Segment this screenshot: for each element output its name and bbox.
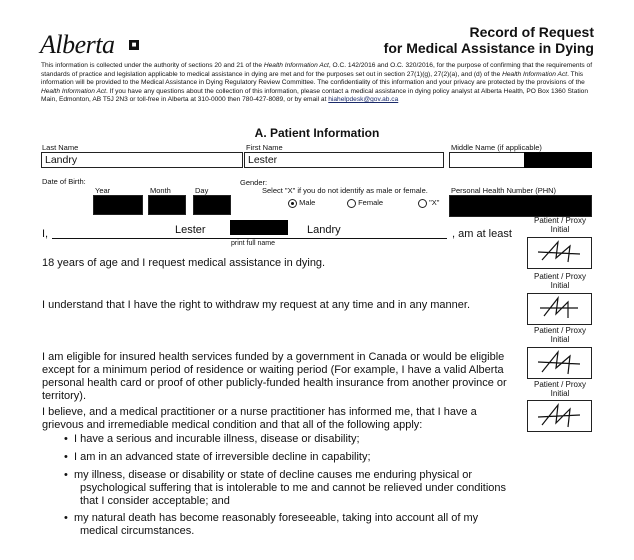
eligibility-statement: I am eligible for insured health services funded by a government in Canada or would be eligible except for a minimum period of residence or waiting period (For example, I have a valid Alberta personal health card or proof of other publicly-funded health insurance from another province or territory). bbox=[42, 351, 507, 402]
gender-option-x[interactable]: "X" bbox=[418, 198, 439, 208]
email-link[interactable]: hiahelpdesk@gov.ab.ca bbox=[328, 96, 399, 104]
declaration-last-name: Landry bbox=[307, 224, 341, 236]
condition-item-1: • I have a serious and incurable illness, disease or disability; bbox=[64, 433, 360, 445]
intro-paragraph: This information is collected under the authority of sections 20 and 21 of the Health Information Act, O.C. 142/2016 and O.C. 320/2016, for the purpose of confirming that the requirements of standards of practice and legislation applicable to medical assistance in dying are met and for the purposes set out in section 27(1)(g), 27(2)(a), and (d) of the Health Information Act. This information will be provided to the Medical Assistance in Dying Regulatory Review Committee. The confidentiality of this information and your privacy are protected by the provisions of the Health Information Act. If you have any questions about the collection of this information, please contact a medical assistance in dying policy analyst at Alberta Health, PO Box 1360 Station Main, Edmonton, AB T5J 2N3 or toll-free in Alberta at 310-0000 then 780-427-8089, or by email at hiahelpdesk@gov.ab.ca bbox=[41, 62, 593, 104]
gender-hint: Select "X" if you do not identify as male or female. bbox=[262, 186, 428, 195]
condition-item-3: • my illness, disease or disability or state of decline causes me enduring physical or psychological suffering that is intolerable to me and cannot be relieved under conditions that I consider acceptable; and bbox=[64, 469, 507, 507]
withdraw-statement: I understand that I have the right to withdraw my request at any time and in any manner. bbox=[42, 299, 471, 311]
gender-label: Gender: bbox=[240, 178, 268, 187]
print-full-name-label: print full name bbox=[231, 240, 275, 247]
phn-label: Personal Health Number (PHN) bbox=[451, 186, 557, 195]
form-title-line1: Record of Request bbox=[469, 24, 594, 40]
middle-name-redaction bbox=[524, 152, 592, 168]
initial-header-1: Patient / Proxy Initial bbox=[533, 216, 587, 234]
section-title: A. Patient Information bbox=[254, 126, 380, 140]
alberta-logo: Alberta bbox=[40, 30, 115, 59]
first-name-label: First Name bbox=[246, 143, 283, 152]
declaration-suffix: , am at least bbox=[452, 228, 512, 240]
phn-field[interactable] bbox=[449, 195, 592, 217]
initial-scribble-icon bbox=[528, 294, 591, 324]
gender-option-male[interactable]: Male bbox=[288, 198, 315, 208]
condition-item-2: • I am in an advanced state of irreversible decline in capability; bbox=[64, 451, 371, 463]
declaration-first-name: Lester bbox=[175, 224, 206, 236]
dob-year-field[interactable] bbox=[93, 195, 143, 215]
form-title-line2: for Medical Assistance in Dying bbox=[383, 40, 594, 56]
initial-header-3: Patient / Proxy Initial bbox=[533, 326, 587, 344]
first-name-field[interactable]: Lester bbox=[244, 152, 444, 168]
middle-name-label: Middle Name (if applicable) bbox=[451, 143, 542, 152]
initial-box-3[interactable] bbox=[527, 347, 592, 379]
informed-statement: I believe, and a medical practitioner or a nurse practitioner has informed me, that I have a grievous and irremediable medical condition and that all of the following apply: bbox=[42, 406, 477, 431]
alberta-logo-mark-icon: ■ bbox=[129, 40, 139, 50]
dob-day-field[interactable] bbox=[193, 195, 231, 215]
initial-scribble-icon bbox=[528, 401, 591, 431]
female-radio[interactable] bbox=[347, 199, 356, 208]
initial-scribble-icon bbox=[528, 348, 591, 378]
initial-box-1[interactable] bbox=[527, 237, 592, 269]
gender-option-female[interactable]: Female bbox=[347, 198, 383, 208]
name-underline bbox=[52, 238, 447, 239]
x-radio[interactable] bbox=[418, 199, 427, 208]
condition-item-4: • my natural death has become reasonably foreseeable, taking into account all of my medical circumstances. bbox=[64, 512, 479, 537]
initial-box-2[interactable] bbox=[527, 293, 592, 325]
last-name-label: Last Name bbox=[42, 143, 79, 152]
month-label: Month bbox=[150, 186, 171, 195]
dob-month-field[interactable] bbox=[148, 195, 186, 215]
year-label: Year bbox=[95, 186, 111, 195]
age-statement: 18 years of age and I request medical assistance in dying. bbox=[42, 257, 326, 269]
day-label: Day bbox=[195, 186, 209, 195]
declaration-i: I, bbox=[42, 228, 49, 240]
initial-scribble-icon bbox=[528, 238, 591, 268]
initial-header-4: Patient / Proxy Initial bbox=[533, 380, 587, 398]
male-radio[interactable] bbox=[288, 199, 297, 208]
initial-header-2: Patient / Proxy Initial bbox=[533, 272, 587, 290]
initial-box-4[interactable] bbox=[527, 400, 592, 432]
last-name-field[interactable]: Landry bbox=[41, 152, 243, 168]
dob-label: Date of Birth: bbox=[42, 177, 86, 186]
declaration-middle-redaction bbox=[230, 220, 288, 235]
